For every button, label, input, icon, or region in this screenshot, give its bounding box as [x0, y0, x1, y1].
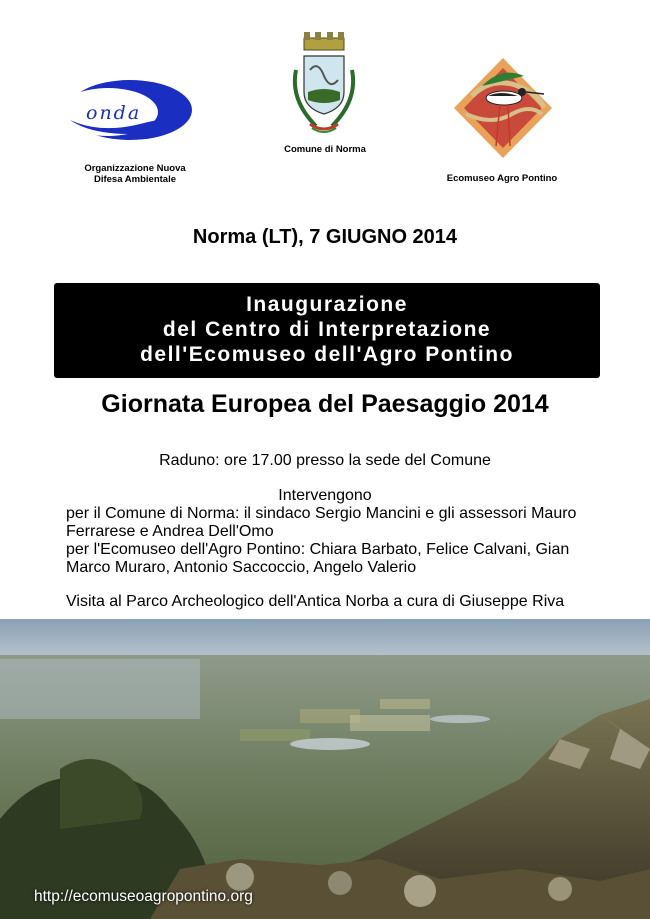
intervengono-heading: Intervengono: [278, 487, 372, 504]
inauguration-banner: [54, 283, 600, 378]
onda-caption: [60, 163, 210, 185]
speakers-line-1: per il Comune di Norma: il sindaco Sergio Mancini e gli assessori Mauro: [66, 505, 577, 522]
speakers-line-3: per l'Ecomuseo dell'Agro Pontino: Chiara Barbato, Felice Calvani, Gian: [66, 541, 570, 558]
comune-coat-of-arms: [286, 30, 362, 138]
event-subtitle: Giornata Europea del Paesaggio 2014: [101, 390, 549, 418]
raduno-text: Raduno: ore 17.00 presso la sede del Comune: [159, 452, 491, 469]
speakers-list: [66, 505, 636, 577]
website-link[interactable]: http://ecomuseoagropontino.org: [34, 888, 253, 905]
onda-caption-line2: Difesa Ambientale: [93, 174, 176, 185]
speakers-line-4: Marco Muraro, Antonio Saccoccio, Angelo Valerio: [66, 559, 417, 576]
landscape-photo: [0, 619, 650, 919]
ecomuseo-caption: Ecomuseo Agro Pontino: [446, 173, 558, 184]
banner-line-3: dell'Ecomuseo dell'Agro Pontino: [140, 343, 514, 366]
event-date: Norma (LT), 7 GIUGNO 2014: [192, 226, 458, 248]
banner-line-1: Inaugurazione: [246, 293, 408, 316]
onda-caption-line1: Organizzazione Nuova: [84, 163, 186, 174]
ecomuseo-logo: [452, 56, 554, 160]
onda-logo: [60, 72, 200, 152]
visit-text: Visita al Parco Archeologico dell'Antica Norba a cura di Giuseppe Riva: [66, 593, 565, 610]
speakers-line-2: Ferrarese e Andrea Dell'Omo: [66, 523, 274, 540]
comune-caption: Comune di Norma: [284, 144, 366, 155]
onda-wordmark: onda: [86, 102, 142, 124]
banner-line-2: del Centro di Interpretazione: [162, 318, 492, 341]
